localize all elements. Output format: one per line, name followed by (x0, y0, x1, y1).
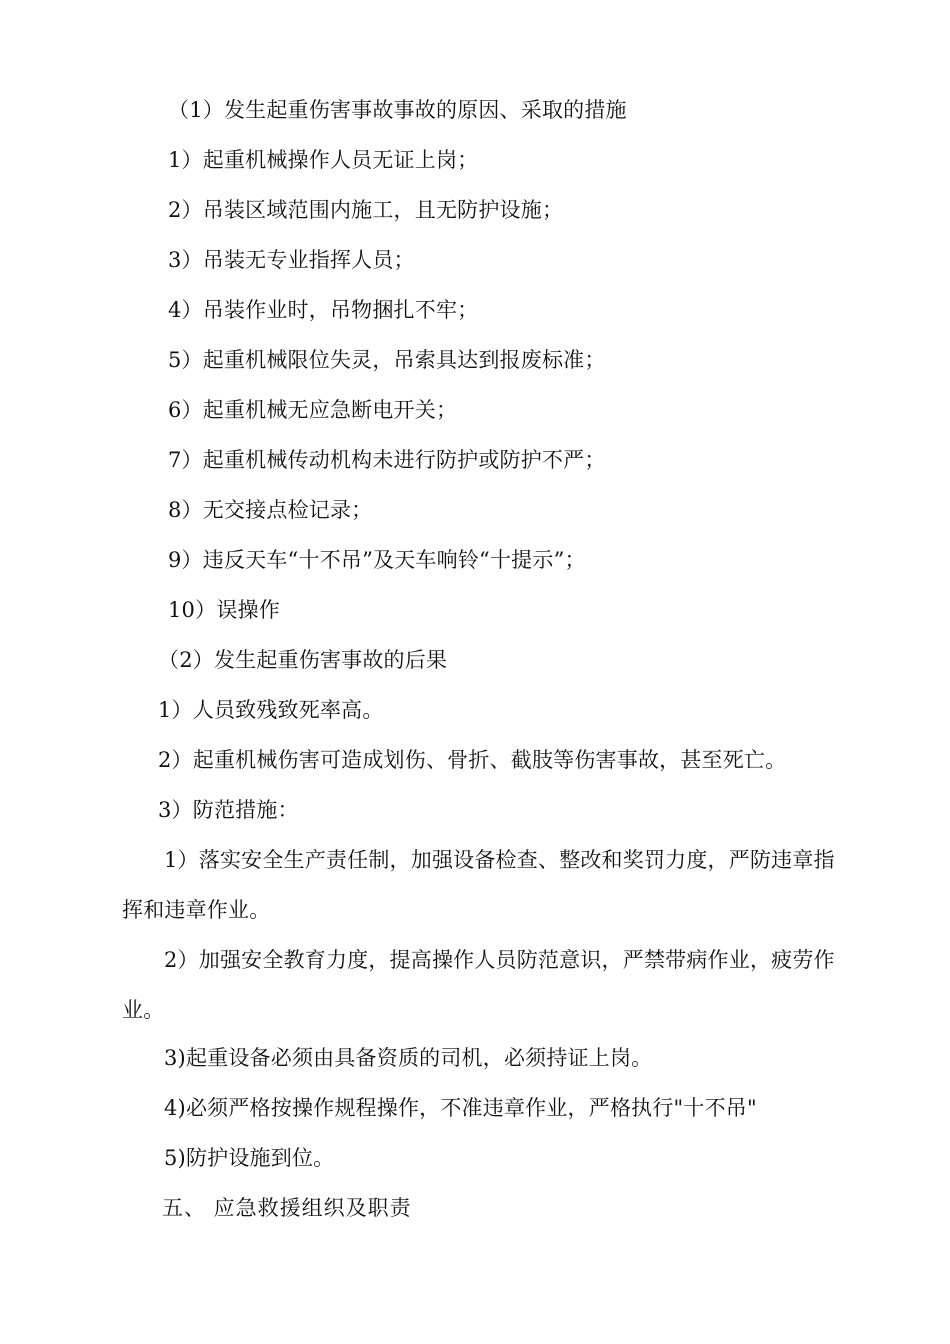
paragraph-prevention-2: 2）加强安全教育力度，提高操作人员防范意识，严禁带病作业，疲劳作业。 (122, 948, 835, 1022)
section-heading-five: 五、 应急救援组织及职责 (162, 1196, 412, 1220)
paragraph-cause-8: 8）无交接点检记录； (168, 498, 373, 522)
paragraph-cause-1: 1）起重机械操作人员无证上岗； (168, 148, 479, 172)
paragraph-cause-5: 5）起重机械限位失灵，吊索具达到报废标准； (168, 348, 606, 372)
paragraph-prevention-5: 5)防护设施到位。 (164, 1146, 335, 1170)
paragraph-prevention-heading: 3）防范措施： (158, 798, 299, 822)
paragraph-cause-9: 9）违反天车“十不吊”及天车响铃“十提示”； (168, 548, 586, 572)
paragraph-cause-7: 7）起重机械传动机构未进行防护或防护不严； (168, 448, 606, 472)
paragraph-cause-2: 2）吊装区域范围内施工，且无防护设施； (168, 198, 564, 222)
paragraph-cause-6: 6）起重机械无应急断电开关； (168, 398, 458, 422)
paragraph-consequence-1: 1）人员致残致死率高。 (158, 698, 384, 722)
paragraph-prevention-4: 4)必须严格按操作规程操作，不准违章作业，严格执行"十不吊" (164, 1096, 757, 1120)
paragraph-prevention-3: 3)起重设备必须由具备资质的司机，必须持证上岗。 (164, 1046, 653, 1070)
paragraph-cause-heading: （1）发生起重伤害事故事故的原因、采取的措施 (168, 98, 627, 122)
paragraph-cause-3: 3）吊装无专业指挥人员； (168, 248, 415, 272)
paragraph-consequence-2: 2）起重机械伤害可造成划伤、骨折、截肢等伤害事故，甚至死亡。 (158, 748, 787, 772)
paragraph-consequence-heading: （2）发生起重伤害事故的后果 (158, 648, 448, 672)
paragraph-prevention-1: 1）落实安全生产责任制，加强设备检查、整改和奖罚力度，严防违章指挥和违章作业。 (122, 848, 835, 922)
paragraph-cause-4: 4）吊装作业时，吊物捆扎不牢； (168, 298, 479, 322)
paragraph-cause-10: 10）误操作 (168, 598, 280, 622)
